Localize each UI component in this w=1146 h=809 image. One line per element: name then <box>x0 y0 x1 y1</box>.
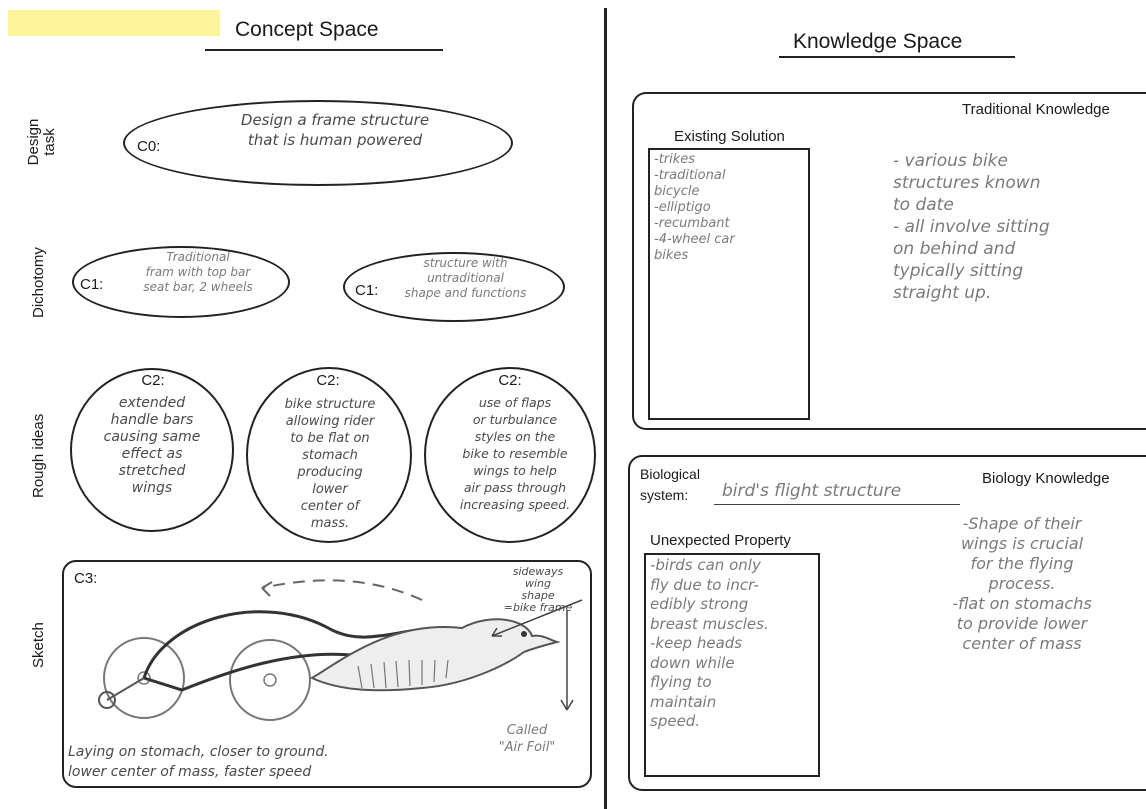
existing-solution-text: -trikes -traditional bicycle -elliptigo -recumbant -4-wheel car bikes <box>654 152 735 263</box>
c2-label-1: C2: <box>141 372 165 389</box>
biological-system-label-2: system: <box>640 487 689 503</box>
knowledge-space-underline <box>779 56 1015 58</box>
existing-solution-title: Existing Solution <box>674 128 785 145</box>
c2-text-2: bike structure allowing rider to be flat on stomach producing lower center of mass. <box>284 397 376 531</box>
c1-right-text: structure with untraditional shape and functions <box>404 256 527 300</box>
highlight-strip <box>8 10 220 36</box>
biological-system-value: bird's flight structure <box>722 481 902 501</box>
unexpected-property-text: -birds can only fly due to incr- edibly strong breast muscles. -keep heads down while flying to maintain speed. <box>650 556 769 730</box>
c2-label-3: C2: <box>498 372 522 389</box>
c1-right-label: C1: <box>355 282 379 299</box>
traditional-knowledge-header: Traditional Knowledge <box>962 101 1110 118</box>
unexpected-property-title: Unexpected Property <box>650 532 791 549</box>
c3-label: C3: <box>74 570 98 587</box>
bike-bird-sketch <box>62 560 592 740</box>
biological-system-underline <box>714 504 960 505</box>
c3-caption: Laying on stomach, closer to ground. lower center of mass, faster speed <box>68 744 329 780</box>
concept-space-title: Concept Space <box>235 18 379 41</box>
row-label-sketch: Sketch <box>30 622 47 668</box>
biological-system-label-1: Biological <box>640 466 700 482</box>
c2-text-1: extended handle bars causing same effect as stretched wings <box>103 395 201 496</box>
c0-text: Design a frame structure that is human powered <box>240 111 430 149</box>
front-wheel <box>230 640 310 720</box>
c1-left-label: C1: <box>80 276 104 293</box>
c2-label-2: C2: <box>316 372 340 389</box>
dashed-arrow <box>262 580 422 600</box>
row-label-rough-ideas: Rough ideas <box>30 413 47 498</box>
knowledge-space-title: Knowledge Space <box>793 30 963 53</box>
traditional-notes: - various bike structures known to date - all involve sitting on behind and typically sitting straight up. <box>893 151 1050 303</box>
concept-space-underline <box>205 49 443 51</box>
row-label-design-task: Design task <box>25 118 58 166</box>
c3-note-top: sideways wing shape =bike frame <box>503 565 573 614</box>
c1-left-text: Traditional fram with top bar seat bar, 2 wheels <box>143 250 253 294</box>
row-label-dichotomy: Dichotomy <box>30 247 47 318</box>
c2-text-3: use of flaps or turbulance styles on the bike to resemble wings to help air pass through increasing speed. <box>459 395 571 512</box>
bird-eye <box>521 631 527 637</box>
c3-note-called: Called "Air Foil" <box>498 723 556 755</box>
c0-label: C0: <box>137 138 161 155</box>
dashed-arrow-head <box>262 582 272 596</box>
biology-notes: -Shape of their wings is crucial for the flying process. -flat on stomachs to provide lower center of mass <box>952 514 1092 653</box>
biology-knowledge-header: Biology Knowledge <box>982 470 1110 487</box>
